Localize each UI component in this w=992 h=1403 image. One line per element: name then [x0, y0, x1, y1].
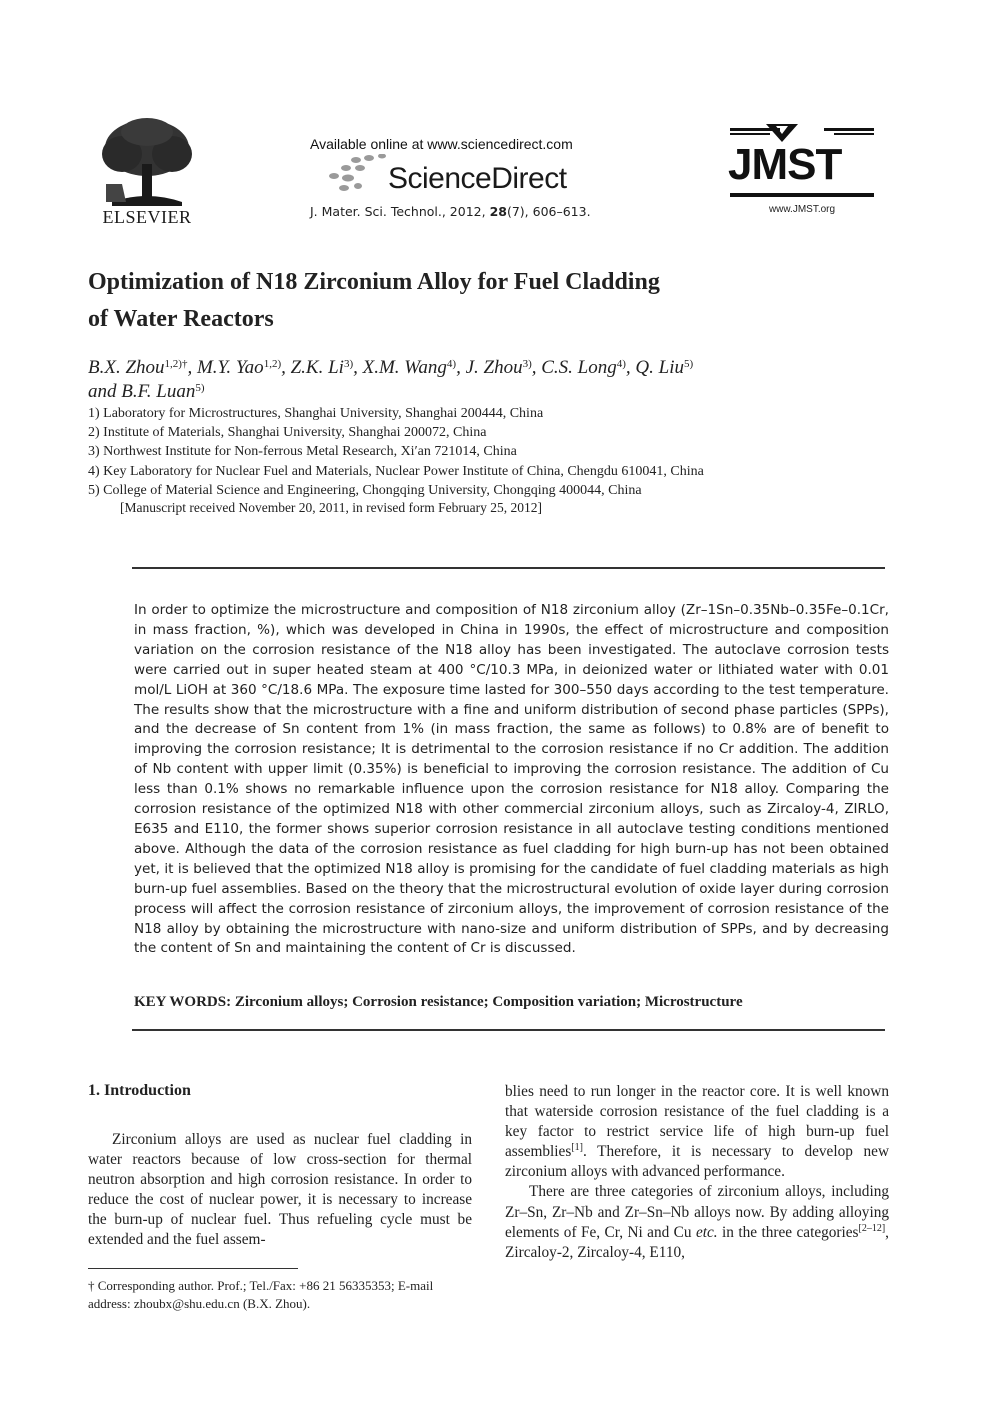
author: Q. Liu$^{5)}$: [635, 357, 694, 378]
publisher-name: ELSEVIER: [102, 207, 192, 227]
corresponding-author-footnote: † Corresponding author. Prof.; Tel./Fax: +86 21 56335353; E-mail address: zhoubx@shu.edu.cn (B.X. Zhou).: [88, 1278, 434, 1311]
right-column: [505, 1082, 889, 1263]
affiliation: 3) Northwest Institute for Non-ferrous Metal Research, Xi′an 721014, China: [88, 444, 517, 460]
affiliation: 1) Laboratory for Microstructures, Shanghai University, Shanghai 200444, China: [88, 406, 544, 421]
author: X.M. Wang$^{4)}$,: [362, 357, 466, 378]
paragraph: Zirconium alloys are used as nuclear fuel cladding in water reactors because of low cross-section for thermal neutron absorption and high corrosion resistance. In order to reduce the cost of nuclear power, it is necessary to increase the burn-up of nuclear fuel. Thus refueling cycle must be extended and the fuel assem-: [88, 1131, 472, 1249]
journal-url: www.JMST.org: [768, 204, 836, 215]
jmst-logo: JMST: [728, 140, 842, 189]
footnote-rule: [88, 1268, 298, 1269]
author: C.S. Long$^{4)}$,: [541, 357, 636, 378]
jmst-bars-decoration: [730, 128, 874, 136]
sciencedirect-wordmark: ScienceDirect: [388, 162, 567, 195]
available-online-text: Available online at www.sciencedirect.com: [310, 136, 573, 152]
author: Z.K. Li$^{3)}$,: [290, 357, 363, 378]
author-list: B.X. Zhou$^{1,2)\dagger}$, M.Y. Yao$^{1,2)}$, Z.K. Li$^{3)}$, X.M. Wang$^{4)}$, J. Zhou$^{3)}$, C.S. Long$^{4)}$, Q. Liu$^{5)}$ and B.F. Luan$^{5)}$: [88, 357, 694, 402]
citation-ref: [1]: [571, 1142, 583, 1154]
paper-title: [88, 264, 888, 338]
author: B.X. Zhou$^{1,2)\dagger}$,: [88, 357, 197, 378]
author: M.Y. Yao$^{1,2)}$,: [196, 357, 291, 378]
journal-citation: J. Mater. Sci. Technol., 2012, 28(7), 606–613.: [310, 204, 591, 219]
abstract-bottom-rule: [132, 1029, 885, 1031]
abstract-text: In order to optimize the microstructure and composition of N18 zirconium alloy (Zr–1Sn–0.35Nb–0.35Fe–0.1Cr, in mass fraction, %), which was developed in China in 1990s, the effect of microstructure and composition variation on the corrosion resistance of the N18 alloy has been investigated. The autoclave corrosion tests were carried out in super heated steam at 400 °C/10.3 MPa, in deionized water or lithiated water with 0.01 mol/L LiOH at 360 °C/18.6 MPa. The exposure time lasted for 300–550 days according to the test temperature. The results show that the microstructure with a fine and uniform distribution of second phase particles (SPPs), and the decrease of Sn content from 1% (in mass fraction, the same as follows) to 0.8% are of benefit to improving the corrosion resistance; It is detrimental to the corrosion resistance if no Cr addition. The addition of Nb content with upper limit (0.35%) is beneficial to improving the corrosion resistance. The addition of Cu less than 0.1% shows no remarkable influence upon the corrosion resistance for N18 alloy. Comparing the corrosion resistance of the optimized N18 with other commercial zirconium alloys, such as Zircaloy-4, ZIRLO, E635 and E110, the former shows superior corrosion resistance in all autoclave testing conditions mentioned above. Although the data of the corrosion resistance as fuel cladding for high burn-up has not been obtained yet, it is believed that the optimized N18 alloy is promising for the candidate of fuel cladding materials as high burn-up fuel assemblies. Based on the theory that the microstructural evolution of oxide layer during corrosion process will affect the corrosion resistance of zirconium alloys, the improvement of corrosion resistance of the N18 alloy by obtaining the microstructure with nano-size and uniform distribution of SPPs, and by decreasing the content of Sn and maintaining the content of Cr is discussed.: [134, 602, 889, 957]
affiliation: 2) Institute of Materials, Shanghai University, Shanghai 200072, China: [88, 425, 487, 441]
left-column: [88, 1130, 472, 1251]
author: J. Zhou$^{3)}$,: [465, 357, 542, 378]
paragraph: blies need to run longer in the reactor core. It is well known that waterside corrosion resistance of the fuel cladding is a key factor to restrict service life of high burn-up fuel assemblies[1]. Therefore, it is necessary to develop new zirconium alloys with advanced performance.: [505, 1083, 889, 1181]
paragraph: There are three categories of zirconium alloys, including Zr–Sn, Zr–Nb and Zr–Sn–Nb alloys now. By adding alloying elements of Fe, Cr, Ni and Cu etc. in the three categories[2–12], Zircaloy-2, Zircaloy-4, E110,: [505, 1183, 889, 1261]
paper-title-line1: Optimization of N18 Zirconium Alloy for Fuel Cladding: [88, 269, 660, 295]
jmst-underline: [730, 193, 874, 197]
sciencedirect-dots-icon: [326, 154, 386, 196]
keywords-label: KEY WORDS:: [134, 994, 232, 1010]
section-heading: 1. Introduction: [88, 1082, 191, 1099]
manuscript-dates: [Manuscript received November 20, 2011, in revised form February 25, 2012]: [120, 500, 543, 515]
affiliation-list: [88, 404, 908, 500]
keywords: [134, 994, 894, 1011]
paper-title-line2: of Water Reactors: [88, 306, 274, 332]
abstract-top-rule: [132, 567, 885, 569]
citation-ref: [2–12]: [858, 1222, 886, 1234]
author: B.F. Luan$^{5)}$: [121, 381, 205, 402]
affiliation: 5) College of Material Science and Engineering, Chongqing University, Chongqing 400044, China: [88, 482, 642, 498]
keywords-list: Zirconium alloys; Corrosion resistance; Composition variation; Microstructure: [234, 994, 743, 1010]
affiliation: 4) Key Laboratory for Nuclear Fuel and Materials, Nuclear Power Institute of China, Chengdu 610041, China: [88, 463, 704, 479]
